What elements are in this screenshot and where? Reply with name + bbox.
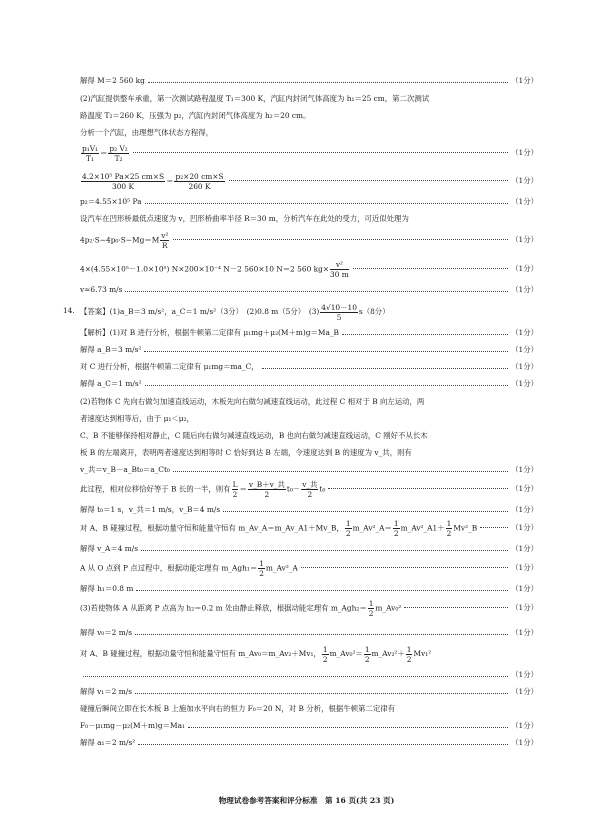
score: （1分）: [511, 670, 538, 679]
equation: 4p₂·S−4p₀·S−Mg＝M $\frac{\text{v²}}{R}$: [80, 230, 169, 250]
leader-dots: [404, 606, 508, 608]
solution-line: [80, 328, 538, 338]
solution-text: 碰撞后瞬间立即在长木板 B 上施加水平向右的恒力 F₀＝20 N，对 B 分析，根据牛顿第二定律有: [80, 704, 395, 713]
equation: 4×(4.55×10⁵－1.0×10⁵) N×200×10⁻⁴ N－2 560×10 N＝2 560 kg× $\frac{\text{v²}}{30 m}$: [80, 259, 349, 279]
score: （1分）: [511, 544, 538, 553]
score: （1分）: [511, 628, 538, 637]
score: （1分）: [511, 505, 538, 514]
solution-line: [80, 738, 538, 748]
score: （1分）: [511, 584, 538, 593]
leader-dots: [135, 633, 508, 635]
score: （1分）: [511, 197, 538, 206]
answer-line: 【答案】(1)a_B＝3 m/s²，a_C＝1 m/s²（3分） (2)0.8 m（5分） (3) $\frac{4√10-10}{5}$ s（8分）: [80, 302, 390, 322]
score: （1分）: [511, 603, 538, 612]
solution-text: 板 B 的左端离开，表明两者速度达到相等时 C 恰好到达 B 左端，令速度达到 B 的速度为 v_共，则有: [80, 448, 412, 457]
page-footer: 物理试卷参考答案和评分标准 第 16 页(共 23 页): [218, 796, 395, 805]
leader-dots: [135, 692, 508, 694]
fraction: $\frac{1}{2}$: [345, 518, 351, 538]
score: （1分）: [511, 264, 538, 273]
fraction: $\frac{1}{2}$: [364, 644, 370, 664]
leader-dots: [229, 179, 509, 181]
solution-line: [80, 721, 538, 731]
equation: A 从 O 点到 P 点过程中，根据动能定理有 m_Agh₁＝ $\frac{1}{2}$ m_Av²_A: [80, 558, 298, 578]
equation-line: [80, 597, 538, 619]
leader-dots: [125, 290, 508, 292]
fraction: $\frac{\text{v²}}{30 m}$: [330, 259, 349, 279]
fraction: $\frac{\text{4.2×10⁵ Pa×25 cm×S}}{300 K}$: [82, 171, 165, 191]
equation-line: [80, 478, 538, 500]
score: （1分）: [511, 379, 538, 388]
fraction: $\frac{1}{2}$: [393, 518, 399, 538]
fraction: $\frac{1}{2}$: [259, 558, 264, 578]
solution-text: (2)若物体 C 先向右做匀加速直线运动，木板先向右做匀减速直线运动，此过程 C 相对于 B 向左运动，两: [80, 397, 425, 406]
solution-line: [80, 465, 538, 475]
solution-line: [80, 670, 538, 680]
line-text: v_共＝v_B－a_Bt₀＝a_Ct₀: [80, 465, 170, 474]
solution-line: [80, 362, 538, 372]
line-text: 解得 a_B＝3 m/s²: [80, 345, 142, 354]
fraction: $\frac{1}{2}$: [368, 598, 374, 618]
leader-dots: [141, 549, 508, 551]
line-text: 解得 a₁＝2 m/s²: [80, 738, 136, 747]
line-text: 解得 v₁＝2 m/s: [80, 687, 133, 696]
fraction: $\frac{4√10-10}{5}$: [321, 302, 357, 322]
leader-dots: [144, 350, 508, 352]
equation-line: 对 A、B 碰撞过程，根据动量守恒和能量守恒有 m_Av₀＝m_Av₂＋Mv₁， $\frac{1}{2}$ m_Av₀²＝ $\frac{1}{2}$ m_Av₂²＋ $\frac{1}{2}$ Mv₁²: [80, 644, 432, 664]
score: （1分）: [511, 328, 538, 337]
line-text: p₂＝4.55×10⁵ Pa: [80, 197, 142, 206]
equation-line: [80, 142, 538, 164]
leader-dots: [136, 589, 508, 591]
solution-line: [80, 544, 538, 554]
score: （1分）: [511, 362, 538, 371]
equation-line: [80, 229, 538, 251]
equation-line: [80, 517, 538, 539]
score: （1分）: [511, 285, 538, 294]
fraction: $\frac{\text{p₁V₁}}{\text{T₁}}$: [82, 143, 98, 163]
leader-dots: [133, 151, 508, 153]
leader-dots: [262, 367, 509, 369]
fraction: $\frac{1}{2}$: [406, 644, 412, 664]
solution-line: [80, 584, 538, 594]
score: （1分）: [511, 76, 538, 85]
score: （1分）: [511, 148, 538, 157]
leader-dots: [188, 726, 508, 728]
leader-dots: [145, 202, 509, 204]
leader-dots: [328, 487, 508, 489]
score: （1分）: [511, 465, 538, 474]
leader-dots: [301, 566, 508, 568]
leader-dots: [138, 743, 508, 745]
leader-dots: [342, 333, 508, 335]
solution-text: (2)汽缸提供整车承重，第一次测试路程温度 T₁＝300 K，汽缸内封闭气体高度为 h₁＝25 cm，第二次测试: [80, 94, 430, 103]
line-text: F₀－μ₁mg－μ₂(M＋m)g＝Ma₁: [80, 721, 185, 730]
line-text: 解得 h₁＝0.8 m: [80, 584, 134, 593]
leader-dots: [173, 470, 508, 472]
solution-text: C、B 不能够保持相对静止，C 随后向右做匀减速直线运动，B 也向右做匀减速直线运动，C 刚好不从长木: [80, 431, 428, 440]
leader-dots: [223, 510, 508, 512]
score: （1分）: [511, 687, 538, 696]
score: （1分）: [511, 738, 538, 747]
score: （1分）: [511, 235, 538, 244]
equation-line: [80, 258, 538, 280]
fraction: $\frac{1}{2}$: [446, 518, 452, 538]
fraction: $\frac{\text{p₂×20 cm×S}}{260 K}$: [175, 171, 224, 191]
score: （1分）: [511, 484, 538, 493]
line-text: 对 C 进行分析，根据牛顿第二定律有 μ₁mg＝ma_C，: [80, 362, 259, 371]
leader-dots: [83, 675, 508, 677]
line-text: 解得 v_A＝4 m/s: [80, 544, 139, 553]
fraction: $\frac{1}{2}$: [322, 644, 328, 664]
line-text: v≈6.73 m/s: [80, 285, 123, 294]
line-text: 【解析】(1)对 B 进行分析，根据牛顿第二定律有 μ₁mg＋μ₂(M＋m)g＝Ma_B: [80, 328, 339, 337]
solution-line: [80, 379, 538, 389]
solution-line: [80, 197, 538, 207]
solution-line: [80, 345, 538, 355]
solution-text: 设汽车在凹形桥最低点速度为 v，凹形桥曲率半径 R＝30 m，分析汽车在此处的受力，可近似处理为: [80, 214, 409, 223]
fraction: $\frac{\text{v\_共}}{2}$: [302, 479, 318, 499]
solution-line: [80, 76, 538, 86]
solution-text: 者速度达到相等后，由于 μ₁＜μ₂，: [80, 414, 194, 423]
equation: 此过程，相对位移恰好等于 B 长的一半，则有 $\frac{L}{2}$ ＝ $\frac{\text{v\_B＋v\_共}}{2}$ t₀－ $\frac{\text{v\_共}}{2}$ t₀: [80, 479, 326, 499]
equation: (3)若使物体 A 从距离 P 点高为 h₂＝0.2 m 处由静止释放，根据动能定理有 m_Agh₂＝ $\frac{1}{2}$ m_Av₀²: [80, 598, 402, 618]
solution-text: 分析一个汽缸，由理想气体状态方程得，: [80, 128, 214, 137]
solution-line: [80, 687, 538, 697]
solution-line: [80, 505, 538, 515]
solution-line: [80, 285, 538, 295]
leader-dots: [148, 81, 508, 83]
line-text: 解得 v₀＝2 m/s: [80, 628, 133, 637]
equation: 对 A、B 碰撞过程，根据动量守恒和能量守恒有 m_Av_A＝m_Av_A1＋Mv_B， $\frac{1}{2}$ m_Av²_A＝ $\frac{1}{2}$ m_Av²_A1＋ $\frac{1}{2}$ Mv²_B: [80, 518, 478, 538]
equation-line: [80, 557, 538, 579]
line-text: 解得 M＝2 560 kg: [80, 76, 145, 85]
leader-dots: [173, 238, 508, 240]
fraction: $\frac{L}{2}$: [232, 479, 238, 499]
leader-dots: [353, 267, 508, 269]
score: （1分）: [511, 345, 538, 354]
equation: $\frac{\text{4.2×10⁵ Pa×25 cm×S}}{300 K}$ ＝ $\frac{\text{p₂×20 cm×S}}{260 K}$: [82, 171, 224, 191]
solution-text: 路温度 T₂＝260 K，压强为 p₂，汽缸内封闭气体高度为 h₂＝20 cm。: [80, 111, 311, 120]
fraction: $\frac{\text{v²}}{R}$: [161, 230, 169, 250]
question-number: 14.: [63, 306, 75, 315]
fraction: $\frac{\text{v\_B＋v\_共}}{2}$: [248, 479, 285, 499]
line-text: 解得 a_C＝1 m/s²: [80, 379, 142, 388]
equation: $\frac{\text{p₁V₁}}{\text{T₁}}$ ＝ $\frac{\text{p₂ V₂}}{\text{T₂}}$: [82, 143, 128, 163]
equation-line: [80, 170, 538, 192]
score: （1分）: [511, 176, 538, 185]
solution-line: [80, 628, 538, 638]
leader-dots: [145, 384, 509, 386]
score: （1分）: [511, 523, 538, 532]
score: （1分）: [511, 721, 538, 730]
score: （1分）: [511, 563, 538, 572]
fraction: $\frac{\text{p₂ V₂}}{\text{T₂}}$: [109, 143, 128, 163]
line-text: 解得 t₀＝1 s，v_共＝1 m/s，v_B＝4 m/s: [80, 505, 221, 514]
leader-dots: [480, 526, 508, 528]
